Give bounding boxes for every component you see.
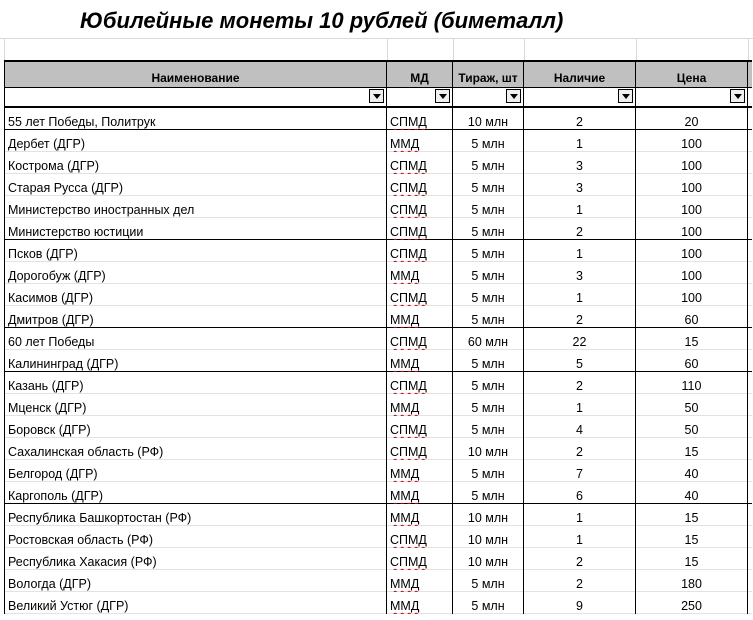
cell-mint[interactable] (387, 592, 453, 614)
cell-price-text: 100 (681, 269, 702, 283)
cell-mintage[interactable] (453, 306, 524, 328)
cell-mintage[interactable] (453, 350, 524, 372)
cell-name[interactable] (4, 592, 387, 614)
cell-price-text: 50 (684, 423, 699, 437)
cell-stock[interactable] (524, 130, 636, 152)
cell-stock-text: 6 (576, 489, 583, 503)
cell-name-text: Дмитров (ДГР) (8, 313, 94, 327)
cell-mintage-text: 5 млн (471, 599, 505, 613)
cell-price-text: 15 (684, 511, 699, 525)
cell-mint[interactable] (387, 416, 453, 438)
cell-price[interactable] (636, 284, 748, 306)
cell-name[interactable] (4, 196, 387, 218)
cell-price-text: 40 (684, 489, 699, 503)
cell-price[interactable] (636, 108, 748, 130)
cell-stock[interactable] (524, 350, 636, 372)
filter-dropdown-icon[interactable] (369, 89, 384, 103)
cell-stock[interactable] (524, 284, 636, 306)
cell-mint[interactable] (387, 372, 453, 394)
cell-price[interactable] (636, 592, 748, 614)
cell-stock[interactable] (524, 108, 636, 130)
cell-mint[interactable] (387, 504, 453, 526)
cell-stock-text: 22 (572, 335, 587, 349)
cell-stock[interactable] (524, 174, 636, 196)
cell-mintage[interactable] (453, 218, 524, 240)
cell-mintage-text: 10 млн (467, 555, 509, 569)
cell-stock-text: 5 (576, 357, 583, 371)
cell-mint-text: ММД (390, 467, 420, 481)
cell-mint-text: СПМД (390, 423, 427, 437)
cell-mint-text: СПМД (390, 445, 427, 459)
cell-stock-text: 2 (576, 445, 583, 459)
cell-name[interactable] (4, 306, 387, 328)
cell-name[interactable] (4, 570, 387, 592)
cell-mint[interactable] (387, 394, 453, 416)
cell-stock-text: 1 (576, 137, 583, 151)
cell-mint[interactable] (387, 262, 453, 284)
cell-mintage[interactable] (453, 482, 524, 504)
cell-stock-text: 1 (576, 511, 583, 525)
cell-mint-text: СПМД (390, 181, 427, 195)
cell-mintage[interactable] (453, 438, 524, 460)
cell-mint[interactable] (387, 526, 453, 548)
cell-mintage-text: 5 млн (471, 423, 505, 437)
cell-stock[interactable] (524, 306, 636, 328)
cell-name-text: 55 лет Победы, Политрук (8, 115, 156, 129)
cell-name-text: Белгород (ДГР) (8, 467, 98, 481)
cell-name[interactable] (4, 240, 387, 262)
cell-price[interactable] (636, 482, 748, 504)
table-row (4, 350, 752, 372)
cell-mintage[interactable] (453, 196, 524, 218)
filter-dropdown-icon[interactable] (618, 89, 633, 103)
cell-name-text: 60 лет Победы (8, 335, 95, 349)
cell-price-text: 15 (684, 533, 699, 547)
cell-price[interactable] (636, 240, 748, 262)
cell-mint-text: СПМД (390, 533, 427, 547)
cell-price-text: 100 (681, 137, 702, 151)
cell-name-text: Министерство юстиции (8, 225, 144, 239)
cell-price[interactable] (636, 548, 748, 570)
cell-price-text: 60 (684, 313, 699, 327)
cell-price-text: 250 (681, 599, 702, 613)
table-body (4, 108, 752, 614)
cell-mint-text: ММД (390, 599, 420, 613)
cell-stock[interactable] (524, 262, 636, 284)
cell-mint[interactable] (387, 482, 453, 504)
cell-mintage-text: 5 млн (471, 313, 505, 327)
cell-price[interactable] (636, 394, 748, 416)
grid-line (387, 38, 388, 60)
table-row (4, 416, 752, 438)
cell-stock-text: 9 (576, 599, 583, 613)
cell-stock[interactable] (524, 460, 636, 482)
cell-price[interactable] (636, 218, 748, 240)
cell-mintage-text: 5 млн (471, 137, 505, 151)
cell-name-text: Казань (ДГР) (8, 379, 84, 393)
filter-dropdown-icon[interactable] (506, 89, 521, 103)
cell-price-text: 100 (681, 291, 702, 305)
cell-mint[interactable] (387, 152, 453, 174)
table-row (4, 196, 752, 218)
cell-price-text: 15 (684, 445, 699, 459)
cell-name-text: Псков (ДГР) (8, 247, 78, 261)
filter-cell-stock (524, 88, 636, 106)
cell-name[interactable] (4, 482, 387, 504)
table-row (4, 548, 752, 570)
cell-mint-text: СПМД (390, 115, 427, 129)
filter-cell-mint (387, 88, 453, 106)
cell-mintage[interactable] (453, 284, 524, 306)
cell-mintage-text: 5 млн (471, 489, 505, 503)
cell-mintage[interactable] (453, 592, 524, 614)
cell-mintage-text: 5 млн (471, 203, 505, 217)
cell-mint-text: СПМД (390, 225, 427, 239)
table-row (4, 504, 752, 526)
cell-name-text: Старая Русса (ДГР) (8, 181, 123, 195)
filter-row (4, 88, 752, 108)
table-row (4, 262, 752, 284)
cell-mintage-text: 5 млн (471, 357, 505, 371)
cell-mintage[interactable] (453, 152, 524, 174)
cell-stock-text: 2 (576, 379, 583, 393)
table-row (4, 438, 752, 460)
cell-mint[interactable] (387, 438, 453, 460)
cell-mintage-text: 5 млн (471, 225, 505, 239)
cell-name-text: Дорогобуж (ДГР) (8, 269, 106, 283)
coin-table (4, 60, 752, 614)
cell-mint[interactable] (387, 284, 453, 306)
cell-mintage-text: 60 млн (467, 335, 509, 349)
cell-price-text: 100 (681, 181, 702, 195)
cell-mint-text: ММД (390, 489, 420, 503)
cell-mint-text: СПМД (390, 555, 427, 569)
cell-price-text: 20 (684, 115, 699, 129)
cell-price-text: 15 (684, 335, 699, 349)
cell-name-text: Ростовская область (РФ) (8, 533, 153, 547)
cell-price-text: 180 (681, 577, 702, 591)
grid-line (524, 38, 525, 60)
cell-price-text: 100 (681, 203, 702, 217)
table-row (4, 394, 752, 416)
cell-name[interactable] (4, 130, 387, 152)
cell-stock-text: 4 (576, 423, 583, 437)
cell-price-text: 40 (684, 467, 699, 481)
cell-price-text: 100 (681, 159, 702, 173)
cell-mintage-text: 10 млн (467, 533, 509, 547)
cell-mint[interactable] (387, 548, 453, 570)
cell-stock-text: 1 (576, 247, 583, 261)
grid-line (4, 38, 5, 60)
cell-price[interactable] (636, 372, 748, 394)
cell-price-text: 100 (681, 247, 702, 261)
cell-stock[interactable] (524, 548, 636, 570)
column-header-mint[interactable]: МД (387, 62, 453, 88)
table-row (4, 174, 752, 196)
cell-stock-text: 3 (576, 159, 583, 173)
cell-mint-text: ММД (390, 357, 420, 371)
table-row (4, 460, 752, 482)
cell-price-text: 100 (681, 225, 702, 239)
cell-mintage-text: 5 млн (471, 291, 505, 305)
cell-mintage-text: 10 млн (467, 445, 509, 459)
cell-name-text: Сахалинская область (РФ) (8, 445, 164, 459)
cell-mintage-text: 5 млн (471, 379, 505, 393)
cell-stock[interactable] (524, 152, 636, 174)
cell-stock-text: 3 (576, 181, 583, 195)
cell-mintage-text: 5 млн (471, 247, 505, 261)
cell-stock-text: 2 (576, 313, 583, 327)
table-row (4, 306, 752, 328)
cell-stock[interactable] (524, 482, 636, 504)
table-row (4, 108, 752, 130)
table-row (4, 372, 752, 394)
cell-mintage-text: 5 млн (471, 401, 505, 415)
cell-mintage[interactable] (453, 372, 524, 394)
cell-mintage[interactable] (453, 174, 524, 196)
table-row (4, 328, 752, 350)
cell-mintage[interactable] (453, 504, 524, 526)
cell-mintage[interactable] (453, 460, 524, 482)
cell-name-text: Великий Устюг (ДГР) (8, 599, 129, 613)
cell-mint[interactable] (387, 460, 453, 482)
cell-mint[interactable] (387, 218, 453, 240)
cell-mintage[interactable] (453, 130, 524, 152)
cell-name-text: Дербет (ДГР) (8, 137, 86, 151)
cell-stock[interactable] (524, 570, 636, 592)
cell-name[interactable] (4, 350, 387, 372)
cell-price[interactable] (636, 438, 748, 460)
column-header-mintage[interactable]: Тираж, шт (453, 62, 524, 88)
cell-mintage-text: 10 млн (467, 511, 509, 525)
cell-name-text: Кострома (ДГР) (8, 159, 100, 173)
cell-stock[interactable] (524, 416, 636, 438)
cell-mint[interactable] (387, 240, 453, 262)
cell-stock[interactable] (524, 196, 636, 218)
cell-mint-text: СПМД (390, 335, 427, 349)
cell-price[interactable] (636, 350, 748, 372)
table-row (4, 526, 752, 548)
cell-name[interactable] (4, 372, 387, 394)
cell-mint-text: СПМД (390, 203, 427, 217)
cell-price[interactable] (636, 196, 748, 218)
cell-mint[interactable] (387, 570, 453, 592)
cell-mint[interactable] (387, 108, 453, 130)
cell-stock[interactable] (524, 526, 636, 548)
cell-price[interactable] (636, 174, 748, 196)
cell-mintage-text: 10 млн (467, 115, 509, 129)
cell-price[interactable] (636, 504, 748, 526)
cell-stock-text: 2 (576, 225, 583, 239)
cell-mint[interactable] (387, 306, 453, 328)
cell-mintage-text: 5 млн (471, 181, 505, 195)
cell-stock-text: 1 (576, 203, 583, 217)
cell-stock-text: 1 (576, 533, 583, 547)
cell-price[interactable] (636, 570, 748, 592)
cell-stock[interactable] (524, 592, 636, 614)
cell-stock[interactable] (524, 394, 636, 416)
cell-stock-text: 1 (576, 401, 583, 415)
cell-mint-text: СПМД (390, 379, 427, 393)
cell-price[interactable] (636, 416, 748, 438)
grid-line (636, 38, 637, 60)
cell-mintage-text: 5 млн (471, 159, 505, 173)
cell-name[interactable] (4, 394, 387, 416)
cell-name[interactable] (4, 526, 387, 548)
cell-price[interactable] (636, 152, 748, 174)
cell-mint-text: ММД (390, 577, 420, 591)
cell-mintage[interactable] (453, 240, 524, 262)
cell-mint[interactable] (387, 130, 453, 152)
table-row (4, 218, 752, 240)
cell-name-text: Касимов (ДГР) (8, 291, 94, 305)
cell-price[interactable] (636, 328, 748, 350)
cell-stock[interactable] (524, 328, 636, 350)
grid-line (748, 38, 749, 60)
cell-mintage[interactable] (453, 328, 524, 350)
cell-mintage-text: 5 млн (471, 269, 505, 283)
cell-stock-text: 2 (576, 577, 583, 591)
cell-stock-text: 2 (576, 115, 583, 129)
cell-price-text: 50 (684, 401, 699, 415)
table-row (4, 240, 752, 262)
filter-cell-price (636, 88, 748, 106)
cell-name-text: Республика Хакасия (РФ) (8, 555, 157, 569)
cell-stock[interactable] (524, 504, 636, 526)
column-header-stock[interactable]: Наличие (524, 62, 636, 88)
column-header-price[interactable]: Цена (636, 62, 748, 88)
table-row (4, 592, 752, 614)
filter-dropdown-icon[interactable] (435, 89, 450, 103)
cell-price-text: 110 (681, 379, 702, 393)
cell-stock-text: 3 (576, 269, 583, 283)
cell-name[interactable] (4, 262, 387, 284)
cell-name-text: Калининград (ДГР) (8, 357, 119, 371)
cell-mint[interactable] (387, 328, 453, 350)
cell-name[interactable] (4, 108, 387, 130)
table-row (4, 284, 752, 306)
cell-mint-text: СПМД (390, 159, 427, 173)
cell-stock[interactable] (524, 438, 636, 460)
grid-line (0, 38, 753, 39)
table-row (4, 130, 752, 152)
cell-name-text: Министерство иностранных дел (8, 203, 195, 217)
filter-cell-name (4, 88, 387, 106)
cell-mint-text: СПМД (390, 291, 427, 305)
cell-stock[interactable] (524, 218, 636, 240)
table-row (4, 152, 752, 174)
cell-name[interactable] (4, 548, 387, 570)
cell-mintage[interactable] (453, 570, 524, 592)
cell-name-text: Вологда (ДГР) (8, 577, 92, 591)
cell-mint-text: ММД (390, 511, 420, 525)
column-header-name[interactable]: Наименование (4, 62, 387, 88)
cell-mint[interactable] (387, 174, 453, 196)
cell-name[interactable] (4, 504, 387, 526)
cell-mint[interactable] (387, 196, 453, 218)
cell-name[interactable] (4, 438, 387, 460)
cell-mint-text: ММД (390, 137, 420, 151)
cell-stock-text: 2 (576, 555, 583, 569)
cell-price-text: 60 (684, 357, 699, 371)
cell-name-text: Боровск (ДГР) (8, 423, 91, 437)
cell-mintage[interactable] (453, 394, 524, 416)
cell-name[interactable] (4, 152, 387, 174)
header-row (4, 60, 752, 88)
cell-price[interactable] (636, 262, 748, 284)
cell-stock-text: 1 (576, 291, 583, 305)
cell-mintage[interactable] (453, 416, 524, 438)
cell-price[interactable] (636, 526, 748, 548)
cell-stock-text: 7 (576, 467, 583, 481)
cell-mint-text: СПМД (390, 247, 427, 261)
cell-price-text: 15 (684, 555, 699, 569)
cell-mint-text: ММД (390, 313, 420, 327)
cell-stock[interactable] (524, 372, 636, 394)
cell-name-text: Мценск (ДГР) (8, 401, 87, 415)
cell-stock[interactable] (524, 240, 636, 262)
cell-price[interactable] (636, 306, 748, 328)
cell-mintage-text: 5 млн (471, 577, 505, 591)
filter-cell-mintage (453, 88, 524, 106)
cell-mintage[interactable] (453, 548, 524, 570)
cell-mintage[interactable] (453, 108, 524, 130)
cell-name-text: Республика Башкортостан (РФ) (8, 511, 192, 525)
cell-name[interactable] (4, 284, 387, 306)
table-row (4, 482, 752, 504)
filter-dropdown-icon[interactable] (730, 89, 745, 103)
grid-line (453, 38, 454, 60)
cell-name[interactable] (4, 328, 387, 350)
cell-name[interactable] (4, 460, 387, 482)
cell-name-text: Каргополь (ДГР) (8, 489, 104, 503)
cell-mintage-text: 5 млн (471, 467, 505, 481)
cell-name[interactable] (4, 174, 387, 196)
cell-price[interactable] (636, 130, 748, 152)
cell-name[interactable] (4, 416, 387, 438)
sheet-title: Юбилейные монеты 10 рублей (биметалл) (80, 8, 564, 33)
cell-mintage[interactable] (453, 526, 524, 548)
cell-mintage[interactable] (453, 262, 524, 284)
cell-price[interactable] (636, 460, 748, 482)
cell-mint-text: ММД (390, 401, 420, 415)
cell-mint-text: ММД (390, 269, 420, 283)
table-row (4, 570, 752, 592)
cell-name[interactable] (4, 218, 387, 240)
cell-mint[interactable] (387, 350, 453, 372)
